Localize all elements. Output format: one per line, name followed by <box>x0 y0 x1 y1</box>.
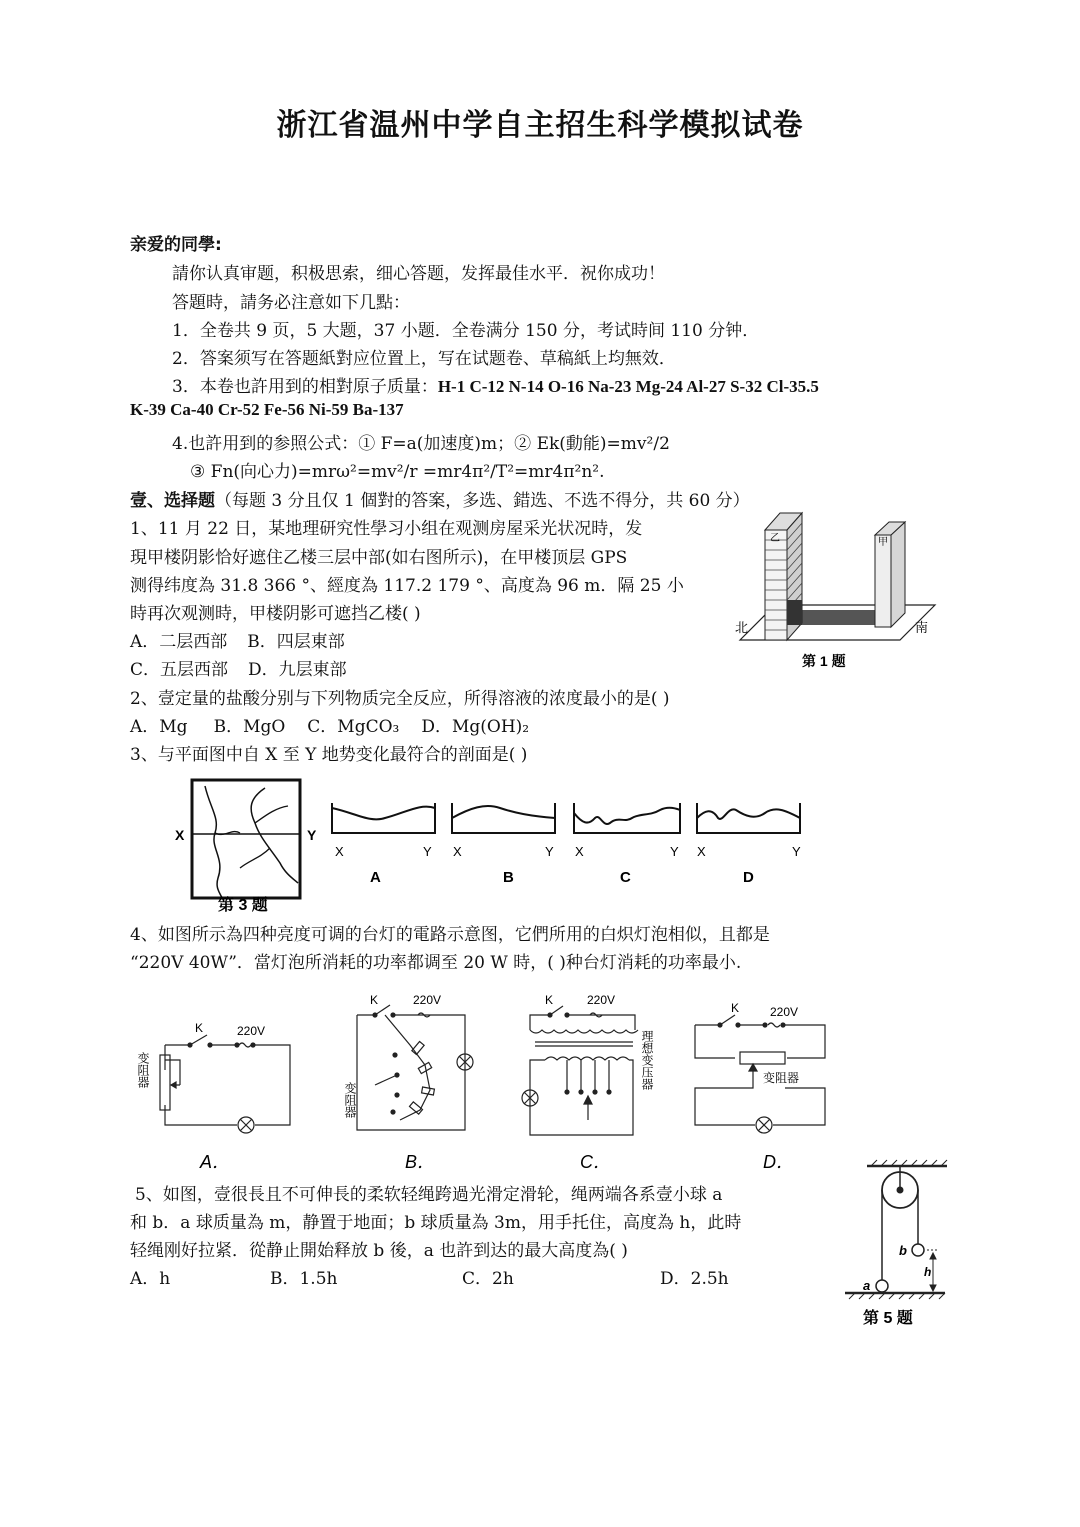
circuit-a-rheostat: 变阻器 <box>136 1052 150 1088</box>
section1-note: （每题 3 分且仅 1 個對的答案，多选、錯选、不选不得分，共 60 分） <box>215 491 750 511</box>
circuit-b-k: K <box>370 993 379 1007</box>
q2-option-d: D．Mg(OH)₂ <box>421 717 530 737</box>
circuit-d-k: K <box>731 1001 740 1015</box>
q3-label-c: C <box>620 869 631 886</box>
circuit-c-k: K <box>545 993 554 1007</box>
circuit-b <box>357 1005 473 1130</box>
q2-options <box>130 712 529 737</box>
label-north: 北 <box>735 620 749 635</box>
q2-option-b: B．MgO <box>213 717 286 737</box>
q2-option-a: A．Mg <box>130 717 188 737</box>
atomic-masses-2: K-39 Ca-40 Cr-52 Fe-56 Ni-59 Ba-137 <box>130 400 404 419</box>
q5-ball-a-label: a <box>863 1278 871 1293</box>
q4-line2: “220V 40W”．當灯泡所消耗的功率都调至 20 W 時，( )种台灯消耗的功率最小. <box>130 953 742 973</box>
q5-pulley-figure <box>835 1158 955 1333</box>
q3-d-y: Y <box>792 844 801 859</box>
circuit-c-label: C． <box>580 1152 611 1172</box>
q1-line4: 時再次观测時，甲楼阴影可遮挡乙楼( ) <box>130 604 421 624</box>
q5-fig-caption: 第 5 题 <box>863 1310 913 1327</box>
intro-item3 <box>172 372 819 397</box>
q1-line2: 現甲楼阴影恰好遮住乙楼三层中部(如右图所示)，在甲楼顶层 GPS <box>130 548 628 568</box>
intro-item1: 1．全卷共 9 页，5 大题，37 小题．全卷满分 150 分，考试時间 110 分钟． <box>172 321 760 341</box>
label-south: 南 <box>915 620 929 635</box>
section1-heading <box>130 486 750 511</box>
circuit-a <box>160 1035 290 1133</box>
circuit-a-label: A． <box>200 1152 231 1172</box>
q1-option-c: C．五层西部 <box>130 660 229 680</box>
q3-b-x: X <box>453 844 462 859</box>
q4-line1: 4、如图所示為四种亮度可调的台灯的電路示意图，它們所用的白炽灯泡相似，且都是 <box>130 925 770 945</box>
q3-label-b: B <box>503 869 514 886</box>
q1-line1: 1、11 月 22 日，某地理研究性學习小组在观测房屋采光状况時，发 <box>130 519 643 539</box>
q3-profile-d <box>697 803 801 886</box>
q1-fig-caption: 第 1 题 <box>802 653 846 669</box>
q3-d-x: X <box>697 844 706 859</box>
q3-a-y: Y <box>423 844 432 859</box>
q1-options-row2 <box>130 655 347 680</box>
circuit-c-voltage: 220V <box>587 993 616 1007</box>
page-title: 浙江省温州中学自主招生科学模拟试卷 <box>276 108 804 143</box>
circuit-b-rheostat: 变阻器 <box>343 1082 357 1118</box>
q3-terrain-figure <box>170 778 820 918</box>
q3-label-a: A <box>370 869 381 886</box>
atomic-masses: H-1 C-12 N-14 O-16 Na-23 Mg-24 Al-27 S-32 Cl-35.5 <box>437 377 819 396</box>
circuit-a-k: K <box>195 1021 204 1035</box>
section1-title: 壹、选择题 <box>130 491 215 511</box>
circuit-d-label: D． <box>763 1152 794 1172</box>
q5-option-a: A．h <box>130 1269 171 1289</box>
q1-building-figure <box>730 505 940 675</box>
label-jia: 甲 <box>878 537 888 548</box>
intro-item4: 4.也許用到的参照公式：① F=a(加速度)m；② Ek(動能)=mv²/2 <box>172 434 670 454</box>
q5-line3: 轻绳刚好拉紧．從静止開始释放 b 後，a 也許到达的最大高度為( ) <box>130 1241 628 1261</box>
q3-label-d: D <box>743 869 754 886</box>
q5-ball-b-label: b <box>899 1243 907 1258</box>
greeting: 亲爱的同學: <box>130 235 222 255</box>
intro-line2: 答題時，請务必注意如下几點： <box>172 293 410 313</box>
q2-option-c: C．MgCO₃ <box>307 717 400 737</box>
circuit-b-voltage: 220V <box>413 993 442 1007</box>
circuit-d-rheostat: 变阻器 <box>763 1071 800 1085</box>
intro-item3-prefix: 3．本卷也許用到的相對原子质量： <box>172 377 438 397</box>
q3-stem: 3、与平面图中自 X 至 Y 地势变化最符合的剖面是( ) <box>130 745 528 765</box>
q1-options-row1 <box>130 627 345 652</box>
circuit-d <box>695 1015 825 1133</box>
q5-option-b: B．1.5h <box>270 1269 338 1289</box>
q3-map-x: X <box>175 827 185 843</box>
circuit-a-voltage: 220V <box>237 1024 266 1038</box>
q1-line3: 测得纬度為 31.8 366 °、經度為 117.2 179 °、高度為 96 m．隔 25 小 <box>130 576 684 596</box>
q5-height-label: h <box>924 1265 932 1279</box>
circuit-b-label: B． <box>405 1152 436 1172</box>
q3-c-x: X <box>575 844 584 859</box>
q5-line2: 和 b．a 球质量為 m，静置于地面；b 球质量為 3m，用手托住，高度為 h，此時 <box>130 1213 742 1233</box>
q3-a-x: X <box>335 844 344 859</box>
circuit-c-transformer: 理想变压器 <box>640 1030 654 1090</box>
q1-option-d: D．九层東部 <box>248 660 347 680</box>
circuit-c <box>522 1006 638 1135</box>
q3-fig-caption: 第 3 题 <box>218 897 268 914</box>
q5-option-c: C．2h <box>462 1269 514 1289</box>
q3-profile-a <box>332 803 435 886</box>
q3-map-y: Y <box>307 827 317 843</box>
q5-line1: 5、如图，壹很長且不可伸長的柔软轻绳跨過光滑定滑轮，绳两端各系壹小球 a <box>135 1185 723 1205</box>
circuit-d-voltage: 220V <box>770 1005 799 1019</box>
q3-profile-c <box>574 803 680 886</box>
intro-line1: 請你认真审题，积极思索，细心答题，发挥最佳水平．祝你成功！ <box>172 264 665 284</box>
q5-option-d: D．2.5h <box>660 1269 729 1289</box>
q4-circuits-figure <box>135 990 855 1175</box>
q1-option-b: B．四层東部 <box>247 632 345 652</box>
label-yi: 乙 <box>770 533 780 544</box>
q2-stem: 2、壹定量的盐酸分别与下列物质完全反应，所得溶液的浓度最小的是( ) <box>130 689 670 709</box>
q3-c-y: Y <box>670 844 679 859</box>
q1-option-a: A．二层西部 <box>130 632 228 652</box>
intro-item2: 2．答案须写在答题紙對应位置上，写在试题卷、草稿紙上均無效． <box>172 349 676 369</box>
q3-b-y: Y <box>545 844 554 859</box>
q3-profile-b <box>452 803 555 886</box>
intro-item4b: ③ Fn(向心力)=mrω²=mv²/r =mr4π²/T²=mr4π²n². <box>190 462 605 482</box>
